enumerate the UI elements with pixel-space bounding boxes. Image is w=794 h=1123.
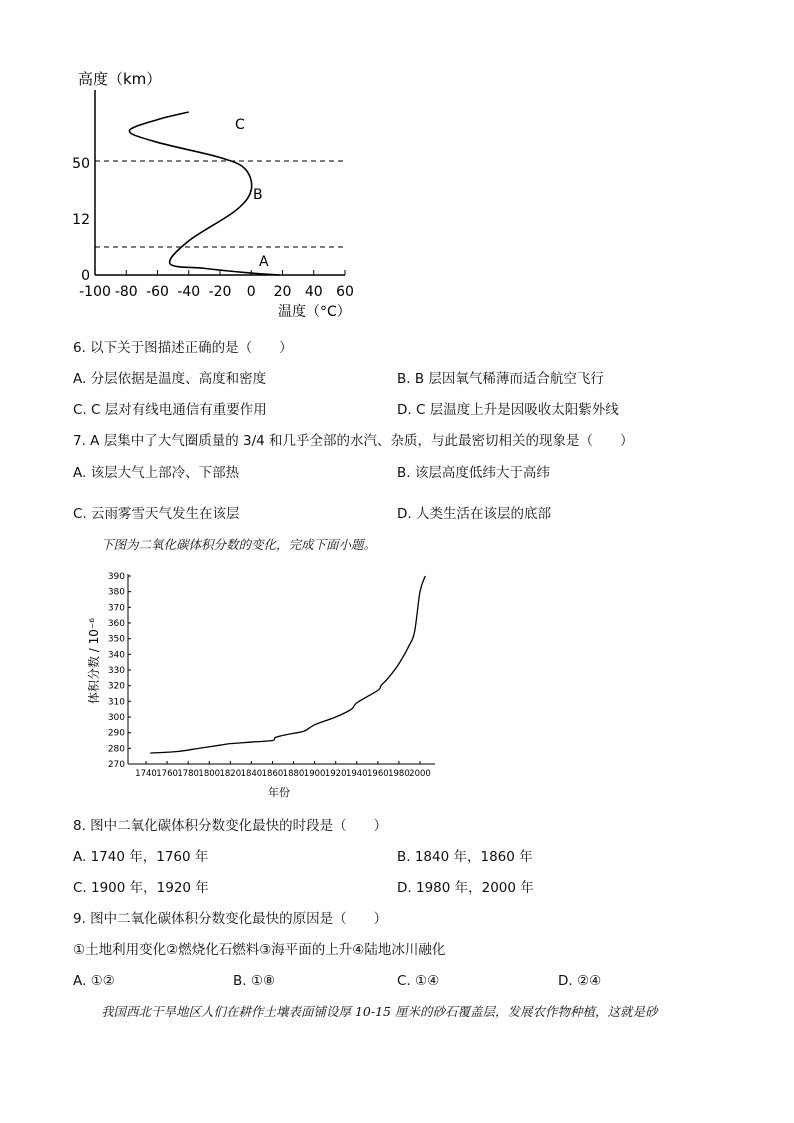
next-passage-text: 我国西北干旱地区人们在耕作土壤表面铺设厚 10-15 厘米的砂石覆盖层，发展农作物种植，这就是砂 (101, 1004, 658, 1019)
co2-y-tick-label: 320 (107, 681, 125, 692)
q6-option-d[interactable]: D. C 层温度上升是因吸收太阳紫外线 (397, 402, 619, 418)
q6-option-c[interactable]: C. C 层对有线电通信有重要作用 (73, 402, 267, 418)
atm-x-tick-label: -80 (114, 284, 138, 300)
q7-option-d[interactable]: D. 人类生活在该层的底部 (397, 506, 551, 522)
co2-x-tick-label: 1940 (345, 769, 368, 779)
q8-option-c[interactable]: C. 1900 年，1920 年 (73, 880, 209, 896)
co2-x-tick-label: 1840 (240, 769, 263, 779)
co2-x-tick-label: 1760 (156, 769, 178, 779)
atm-x-tick-label: -40 (177, 284, 201, 300)
atm-x-axis-label: 温度（°C） (278, 304, 351, 320)
atm-x-tick-label: 20 (273, 284, 292, 300)
co2-y-axis-label: 体积分数 / 10⁻⁶ (87, 617, 101, 705)
co2-x-tick-label: 1780 (177, 769, 199, 779)
co2-chart (80, 566, 440, 802)
q9-option-c[interactable]: C. ①④ (397, 973, 440, 989)
q9-choices-line: ①土地利用变化②燃烧化石燃料③海平面的上升④陆地冰川融化 (73, 942, 446, 958)
co2-x-tick-label: 1880 (282, 769, 305, 779)
q9-option-b[interactable]: B. ①⑧ (233, 973, 276, 989)
co2-x-tick-label: 1900 (303, 769, 326, 779)
co2-y-tick-label: 390 (107, 572, 125, 582)
atm-x-tick-label: -20 (208, 284, 232, 300)
co2-x-tick-label: 1800 (198, 769, 221, 779)
q7-stem: 7. A 层集中了大气圈质量的 3/4 和几乎全部的水汽、杂质，与此最密切相关的现象是（ ） (73, 433, 634, 449)
co2-y-tick-label: 330 (107, 666, 125, 676)
layer-label-a: A (259, 254, 269, 270)
co2-x-tick-label: 1740 (135, 769, 157, 779)
q8-option-d[interactable]: D. 1980 年，2000 年 (397, 880, 534, 896)
co2-y-tick-label: 280 (107, 744, 125, 755)
atm-y-tick-label: 12 (72, 212, 90, 228)
co2-concentration-line (150, 576, 425, 753)
q6-stem: 6. 以下关于图描述正确的是（ ） (73, 340, 293, 356)
layer-label-b: B (253, 187, 263, 203)
q8-stem: 8. 图中二氧化碳体积分数变化最快的时段是（ ） (73, 818, 388, 834)
atmosphere-chart (70, 62, 370, 324)
atm-x-tick-label: -60 (146, 284, 169, 300)
atm-x-tick-label: -100 (79, 284, 111, 300)
q7-option-c[interactable]: C. 云雨雾雪天气发生在该层 (73, 506, 240, 522)
co2-y-tick-label: 340 (107, 650, 125, 661)
atm-x-tick-label: 0 (246, 284, 256, 300)
co2-x-tick-label: 2000 (409, 769, 431, 779)
q6-option-b[interactable]: B. B 层因氧气稀薄而适合航空飞行 (397, 371, 604, 387)
co2-x-tick-label: 1860 (261, 769, 284, 779)
q8-option-a[interactable]: A. 1740 年，1760 年 (73, 849, 209, 865)
co2-x-tick-label: 1960 (367, 769, 389, 779)
co2-y-tick-label: 300 (107, 713, 125, 723)
co2-intro-text: 下图为二氧化碳体积分数的变化，完成下面小题。 (101, 537, 377, 552)
q9-option-d[interactable]: D. ②④ (558, 973, 602, 989)
co2-y-tick-label: 290 (107, 728, 125, 739)
q6-option-a[interactable]: A. 分层依据是温度、高度和密度 (73, 371, 267, 387)
q7-option-a[interactable]: A. 该层大气上部冷、下部热 (73, 465, 240, 481)
layer-label-c: C (235, 117, 245, 133)
co2-x-tick-label: 1980 (388, 769, 410, 779)
co2-y-tick-label: 380 (107, 587, 125, 598)
co2-y-tick-label: 270 (107, 760, 125, 770)
atm-x-tick-label: 40 (304, 284, 323, 300)
q9-stem: 9. 图中二氧化碳体积分数变化最快的原因是（ ） (73, 911, 388, 927)
co2-y-tick-label: 310 (107, 697, 125, 708)
q7-option-b[interactable]: B. 该层高度低纬大于高纬 (397, 465, 550, 481)
co2-x-axis-label: 年份 (268, 786, 290, 799)
co2-x-tick-label: 1820 (219, 769, 242, 779)
co2-y-tick-label: 370 (107, 603, 125, 614)
co2-y-tick-label: 360 (107, 619, 125, 629)
q9-option-a[interactable]: A. ①② (73, 973, 115, 989)
co2-y-tick-label: 350 (107, 634, 125, 645)
atm-y-axis-label: 高度（km） (78, 70, 162, 88)
co2-x-tick-label: 1920 (324, 769, 347, 779)
q8-option-b[interactable]: B. 1840 年，1860 年 (397, 849, 533, 865)
atm-y-tick-label: 50 (72, 156, 90, 172)
atm-x-tick-label: 60 (336, 284, 354, 300)
atm-y-tick-label: 0 (81, 268, 90, 284)
